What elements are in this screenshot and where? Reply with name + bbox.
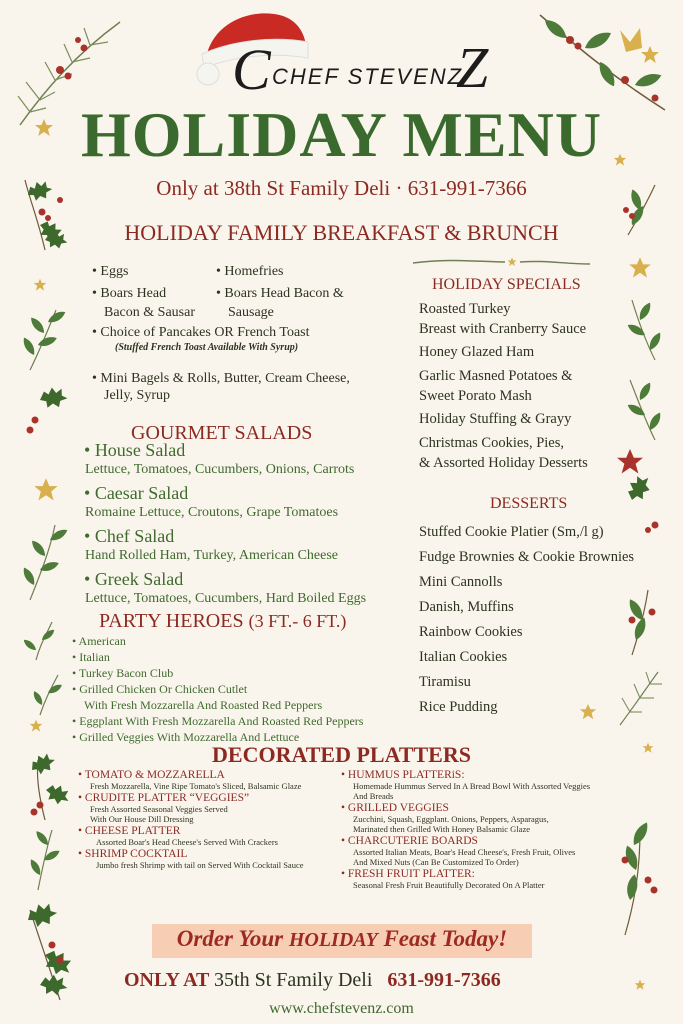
list-item: • Boars Head Bacon & xyxy=(216,284,344,303)
platter-name: • GRILLED VEGGIES xyxy=(341,802,590,814)
platters-heading: DECORATED PLATTERS xyxy=(212,742,471,767)
breakfast-heading: HOLIDAY FAMILY BREAKFAST & BRUNCH xyxy=(124,220,559,245)
desserts-heading: DESSERTS xyxy=(490,495,568,512)
specials-item: & Assorted Holiday Desserts xyxy=(419,455,588,471)
list-item: • Italian xyxy=(72,649,363,665)
platters-left xyxy=(78,769,304,870)
list-item: • Homefries xyxy=(216,262,344,281)
footer-website[interactable]: www.chefstevenz.com xyxy=(269,1000,414,1017)
specials-heading: HOLIDAY SPECIALS xyxy=(432,276,581,293)
breakfast-col2 xyxy=(216,262,344,322)
pancakes-item: • Choice of Pancakes OR French Toast xyxy=(92,325,310,341)
holly-sprig-icon xyxy=(27,384,70,434)
salad-desc: Hand Rolled Ham, Turkey, American Cheese xyxy=(85,548,338,563)
platter-desc: Zucchini, Squash, Eggplant. Onions, Peppers, Asparagus, xyxy=(353,814,549,824)
platter-desc: Marinated then Grilled With Honey Balsamic Glaze xyxy=(353,824,531,834)
dessert-item: Rainbow Cookies xyxy=(419,624,523,640)
pine-branch-icon xyxy=(626,300,663,360)
platter-desc: Jumbo fresh Shrimp with tail on Served With Cocktail Sauce xyxy=(96,860,304,870)
platter-desc: Seasonal Fresh Fruit Beautifully Decorated On A Platter xyxy=(353,880,545,890)
dessert-item: Tiramisu xyxy=(419,674,471,690)
cta-text-b: HOLIDAY xyxy=(288,929,378,951)
bagels-item: • Mini Bagels & Rolls, Butter, Cream Cheese, xyxy=(92,371,350,387)
specials-item: Garlic Masned Potatoes & xyxy=(419,368,573,384)
holly-sprig-icon xyxy=(626,590,655,655)
pine-branch-icon xyxy=(626,380,663,440)
platter-desc: Assorted Boar's Head Cheese's Served With Crackers xyxy=(96,837,278,847)
dessert-item: Danish, Muffins xyxy=(419,599,514,615)
platter-name: • CHARCUTERIE BOARDS xyxy=(341,835,590,847)
platter-name: • FRESH FRUIT PLATTER: xyxy=(341,868,590,880)
list-item: • Boars Head xyxy=(92,284,195,303)
page-title: HOLIDAY MENU xyxy=(80,99,603,170)
brand-logo: C Z CHEF STEVENZ xyxy=(232,35,489,102)
footer-location xyxy=(124,969,501,992)
salad-name: • Caesar Salad xyxy=(84,483,188,504)
platter-name: • CHEESE PLATTER xyxy=(78,825,304,837)
platter-desc: Homemade Hummus Served In A Bread Bowl With Assorted Veggies xyxy=(353,781,591,791)
list-item: • Grilled Veggies With Mozzarella And Lettuce xyxy=(72,729,363,745)
list-item: • Eggplant With Fresh Mozzarella And Roasted Red Peppers xyxy=(72,713,363,729)
specials-item: Roasted Turkey xyxy=(419,301,511,317)
bagels-item-cont: Jelly, Syrup xyxy=(104,388,170,403)
pine-branch-icon xyxy=(28,829,61,890)
holly-sprig-icon xyxy=(625,473,659,533)
platter-desc: With Our House Dill Dressing xyxy=(90,814,194,824)
platter-name: • CRUDITE PLATTER “VEGGIES” xyxy=(78,792,304,804)
pine-branch-icon xyxy=(21,525,69,600)
cta-text xyxy=(152,926,532,952)
footer-phone: 631-991-7366 xyxy=(387,969,501,991)
list-item: • Eggs xyxy=(92,262,195,281)
specials-item: Sweet Porato Mash xyxy=(419,388,532,404)
list-item-cont: With Fresh Mozzarella And Roasted Red Peppers xyxy=(84,698,323,712)
pancakes-note: (Stuffed French Toast Available With Syrup) xyxy=(115,342,299,353)
holly-sprig-icon xyxy=(24,898,75,1000)
dessert-item: Rice Pudding xyxy=(419,699,498,715)
breakfast-col1 xyxy=(92,262,195,322)
tagline: Only at 38th St Family Deli · 631-991-7366 xyxy=(156,176,527,200)
dessert-item: Fudge Brownies & Cookie Brownies xyxy=(419,549,635,565)
list-item: • American xyxy=(72,633,363,649)
dessert-item: Stuffed Cookie Platier (Sm,/l g) xyxy=(419,524,604,540)
pine-branch-icon xyxy=(31,675,63,715)
platter-desc: Fresh Assorted Seasonal Veggies Served xyxy=(90,804,228,814)
platter-desc: Fresh Mozzarella, Vine Ripe Tomato's Sliced, Balsamic Glaze xyxy=(90,781,302,791)
salad-desc: Romaine Lettuce, Croutons, Grape Tomatoes xyxy=(85,505,339,520)
brand-name: CHEF STEVENZ xyxy=(272,64,464,89)
list-item-cont: Bacon & Sausar xyxy=(104,305,195,320)
platter-desc: And Mixed Nuts (Can Be Customized To Order) xyxy=(353,857,519,867)
specials-item: Holiday Stuffing & Grayy xyxy=(419,411,572,427)
list-item: • Grilled Chicken Or Chicken Cutlet xyxy=(72,681,363,697)
cta-text-a: Order Your xyxy=(176,926,289,951)
platter-name: • SHRIMP COCKTAIL xyxy=(78,848,304,860)
heroes-size: (3 FT.- 6 FT.) xyxy=(248,611,347,631)
heroes-title: PARTY HEROES xyxy=(99,610,244,632)
heroes-heading xyxy=(99,610,346,633)
platter-desc: And Breads xyxy=(353,791,394,801)
cta-banner xyxy=(152,924,532,958)
platter-name: • TOMATO & MOZZARELLA xyxy=(78,769,304,781)
footer-only: ONLY AT xyxy=(124,969,210,991)
specials-item: Breast with Cranberry Sauce xyxy=(419,321,587,337)
salad-name: • Chef Salad xyxy=(84,526,174,547)
platter-desc: Assorted Italian Meats, Boar's Head Cheese's, Fresh Fruit, Olives xyxy=(353,847,576,857)
specials-item: Honey Glazed Ham xyxy=(419,344,535,360)
salad-name: • Greek Salad xyxy=(84,569,183,590)
salad-name: • House Salad xyxy=(84,440,185,461)
heroes-list xyxy=(72,633,363,745)
platters-right xyxy=(341,769,590,890)
salad-desc: Lettuce, Tomatoes, Cucumbers, Onions, Carrots xyxy=(85,462,355,477)
pine-branch-icon xyxy=(22,622,56,660)
pine-branch-icon xyxy=(21,309,67,370)
dessert-item: Mini Cannolls xyxy=(419,574,503,590)
list-item-cont: Sausage xyxy=(228,305,274,320)
dessert-item: Italian Cookies xyxy=(419,649,508,665)
salads-heading: GOURMET SALADS xyxy=(131,422,313,444)
cta-text-c: Feast Today! xyxy=(377,926,508,951)
holly-sprig-icon xyxy=(540,15,665,110)
pine-branch-icon xyxy=(620,672,662,725)
holly-sprig-icon xyxy=(622,820,658,935)
salad-desc: Lettuce, Tomatoes, Cucumbers, Hard Boiled Eggs xyxy=(85,591,367,606)
footer-deli: 35th St Family Deli xyxy=(214,969,373,991)
specials-item: Christmas Cookies, Pies, xyxy=(419,435,565,451)
list-item: • Turkey Bacon Club xyxy=(72,665,363,681)
platter-name: • HUMMUS PLATTERiS: xyxy=(341,769,590,781)
